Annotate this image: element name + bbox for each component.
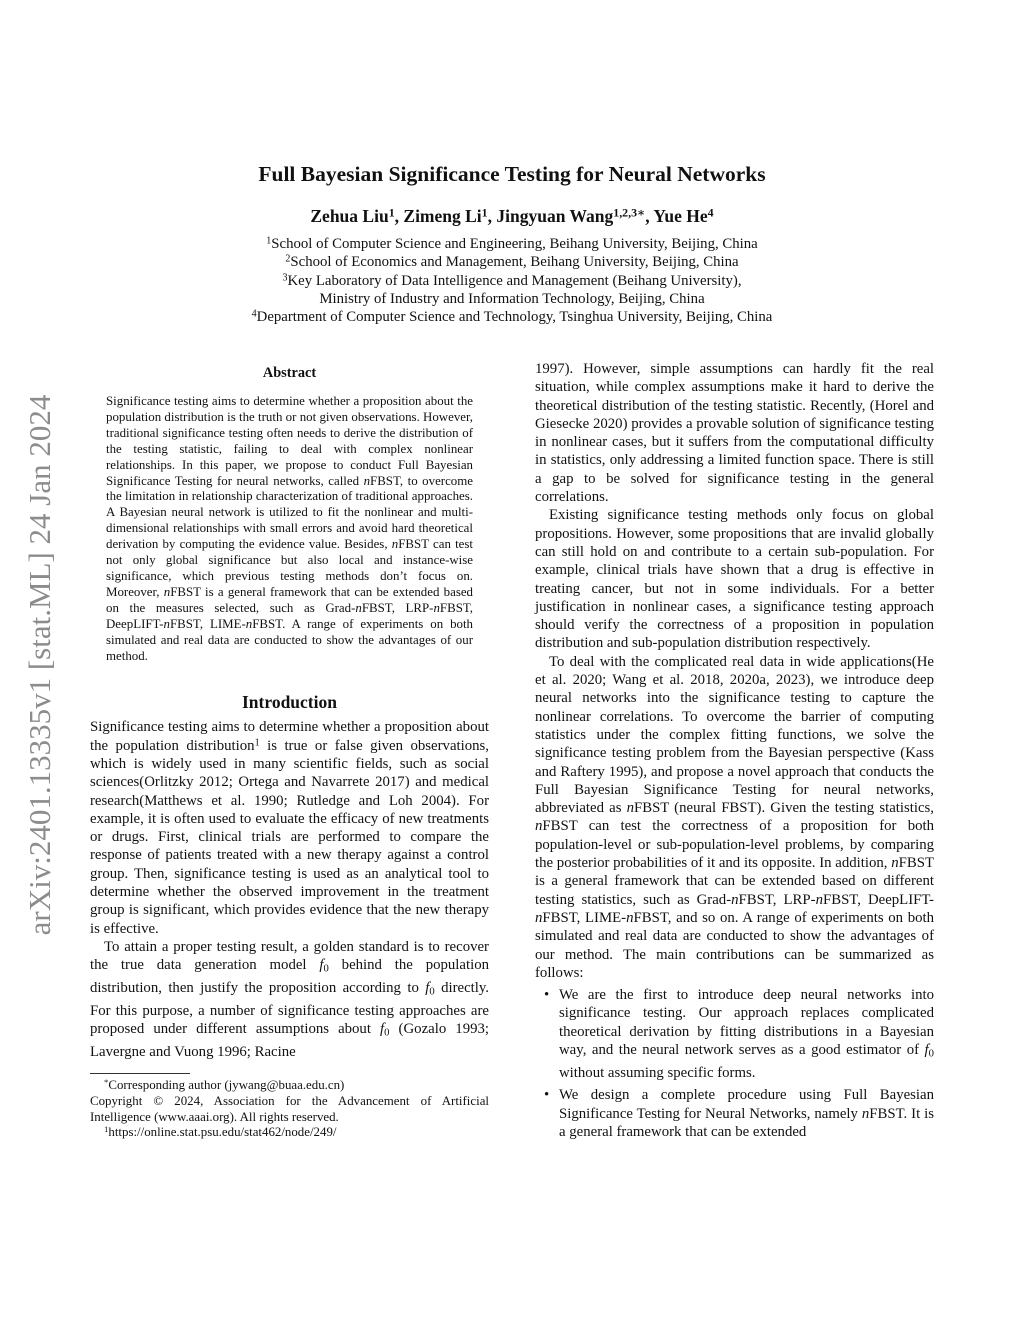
bullet-icon: • [544, 987, 550, 1004]
corresponding-author-mark: ∗ [637, 205, 646, 220]
author-affiliation-mark: 1 [388, 205, 395, 220]
bullet-icon: • [544, 1087, 550, 1104]
contribution-item: • We design a complete procedure using Full Bayesian Significance Testing for Neural Networks, namely nFBST. It is a general framework that can be extended [544, 1087, 935, 1140]
affiliation-line: $^2$School of Economics and Management, Beihang University, Beijing, China [285, 253, 739, 271]
math-f0: $f_0$ [425, 980, 435, 998]
left-column [90, 360, 489, 1141]
contribution-item: • We are the first to introduce deep neural networks into significance testing. Our approach replaces complicated theoretical derivation by fitting distributions in a Bayesian way, and the neural network serves as a good estimator of $f_0$ without assuming specific forms. [544, 987, 934, 1081]
affiliation-list [0, 235, 1024, 326]
author-affiliation-mark: 1 [481, 205, 488, 220]
author-name: Zimeng Li [403, 206, 482, 226]
introduction-paragraph: Significance testing aims to determine whether a proposition about the population distribution$^1$ is true or false given observations, which is widely used in many scientific fields, such as social sciences(Orlitzky 2012; Ortega and Navarrete 2017) and medical research(Matthews et al. 1990; Rutledge and Loh 2004). For example, it is often used to evaluate the efficacy of new treatments or drugs. First, clinical trials are performed to compare the response of patients treated with a new therapy against a control group. Then, significance testing is used as an analytical tool to determine whether the observed improvement in the treatment group is significant, which provides evidence that the new therapy is effective. [90, 719, 489, 937]
footnote-ref: 1 [254, 737, 260, 749]
author-name: Jingyuan Wang [496, 206, 614, 226]
author-name: Zehua Liu [310, 206, 389, 226]
author-list: Zehua Liu$^1$, Zimeng Li$^1$, Jingyuan Wang$^{1,2,3∗}$, Yue He$^4$ [310, 205, 714, 226]
introduction-heading: Introduction [242, 692, 337, 713]
author-affiliation-mark: 4 [707, 205, 714, 220]
footnote-rule [90, 1073, 190, 1074]
abstract-text: Significance testing aims to determine whether a proposition about the population distribution is the truth or not given observations. However, traditional significance testing often needs to derive the distribution of the testing statistic, failing to deal with complex nonlinear relationships. In this paper, we propose to conduct Full Bayesian Significance Testing for neural networks, called nFBST, to overcome the limitation in relationship characterization of traditional approaches. A Bayesian neural network is utilized to fit the nonlinear and multi-dimensional relationships with small errors and avoid hard theoretical derivation by computing the evidence value. Besides, nFBST can test not only global significance but also local and instance-wise significance, which previous testing methods don’t focus on. Moreover, nFBST is a general framework that can be extended based on the measures selected, such as Grad-nFBST, LRP-nFBST, DeepLIFT-nFBST, LIME-nFBST. A range of experiments on both simulated and real data are conducted to show the advantages of our method. [106, 394, 474, 663]
contributions-list [535, 986, 934, 1141]
body-paragraph: Existing significance testing methods only focus on global propositions. However, some propositions that are invalid globally can still hold on and contribute to a certain sub-population. For example, clinical trials have shown that a drug is effective in treating cancer, but not in some individuals. For a better justification in nonlinear cases, a significance testing approach should verify the correctness of a proposition in population distribution and sub-population distribution respectively. [535, 507, 934, 652]
affiliation-line: Ministry of Industry and Information Technology, Beijing, China [319, 290, 705, 307]
footnote-url: $^1$https://online.stat.psu.edu/stat462/node/249/ [104, 1124, 337, 1140]
abstract-heading: Abstract [262, 365, 317, 381]
math-f0: $f_0$ [380, 1021, 390, 1040]
math-f0: $f_0$ [924, 1041, 934, 1060]
affiliation-line: $^4$Department of Computer Science and Technology, Tsinghua University, Beijing, China [251, 308, 773, 326]
arxiv-identifier-stamp: arXiv:2401.13335v1 [stat.ML] 24 Jan 2024 [22, 394, 57, 936]
author-name: Yue He [653, 206, 708, 226]
footnote-corresponding: *Corresponding author (jywang@buaa.edu.cn) [104, 1076, 345, 1092]
body-paragraph: 1997). However, simple assumptions can hardly fit the real situation, while complex assumptions make it hard to derive the theoretical distribution of the testing statistic. Recently, (Horel and Giesecke 2020) provides a provable solution of significance testing in nonlinear cases, but it suffers from the computational difficulty in statistics, only addressing a limited function space. There is still a gap to be solved for significance testing in the general correlations. [535, 361, 934, 506]
math-f0: $f_0$ [319, 957, 329, 975]
affiliation-line: $^1$School of Computer Science and Engineering, Beihang University, Beijing, China [266, 235, 758, 252]
footnote-copyright: Copyright © 2024, Association for the Advancement of Artificial Intelligence (www.aaai.org). All rights reserved. [90, 1093, 489, 1124]
affiliation-line: $^3$Key Laboratory of Data Intelligence and Management (Beihang University), [282, 272, 742, 289]
footnotes [90, 1078, 489, 1142]
introduction-paragraph: To attain a proper testing result, a golden standard is to recover the true data generation model $f_0$ behind the population distribution, then justify the proposition according to $f_0$ directly. For this purpose, a number of significance testing approaches are proposed under different assumptions about $f_0$ (Gozalo 1993; Lavergne and Vuong 1996; Racine [90, 938, 489, 1061]
right-column [535, 360, 934, 1145]
body-paragraph: To deal with the complicated real data in wide applications(He et al. 2020; Wang et al. 2018, 2020a, 2023), we introduce deep neural networks into the significance testing to capture the nonlinear correlations. To overcome the barrier of computing statistics under the complex fitting functions, we solve the significance testing problem from the Bayesian perspective (Kass and Raftery 1995), and propose a novel approach that conducts the Full Bayesian Significance Testing for neural networks, abbreviated as nFBST (neural FBST). Given the testing statistics, nFBST can test the correctness of a proposition for both population-level or sub-population-level problems, by comparing the posterior probabilities of it and its opposite. In addition, nFBST is a general framework that can be extended based on different testing statistics, such as Grad-nFBST, LRP-nFBST, DeepLIFT-nFBST, LIME-nFBST, and so on. A range of experiments on both simulated and real data are conducted to show the advantages of our method. The main contributions can be summarized as follows: [535, 653, 935, 981]
author-affiliation-mark: 1,2,3∗ [613, 205, 646, 220]
paper-title: Full Bayesian Significance Testing for Neural Networks [258, 162, 766, 186]
